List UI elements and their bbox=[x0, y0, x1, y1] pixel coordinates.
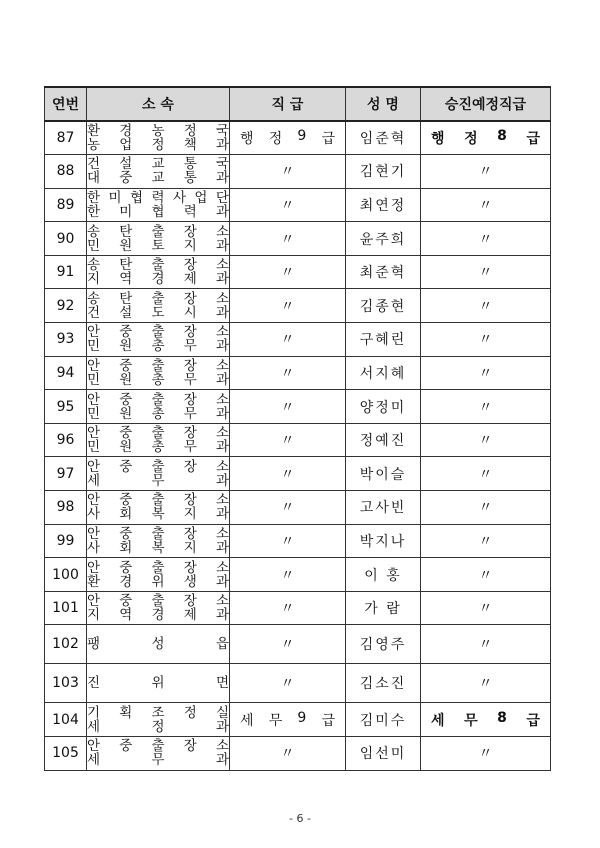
header-promo: 승진예정직급 bbox=[421, 87, 551, 121]
rank-cell: 〃 bbox=[230, 323, 346, 357]
promotion-rank-cell: 〃 bbox=[421, 289, 551, 323]
rank-cell bbox=[230, 703, 346, 737]
table-row bbox=[45, 222, 551, 256]
department-cell bbox=[87, 491, 230, 525]
rank-cell: 〃 bbox=[230, 457, 346, 491]
table-row bbox=[45, 664, 551, 703]
row-number: 93 bbox=[45, 323, 87, 357]
department-line: 안 중 출 장 소 bbox=[87, 738, 229, 755]
department-cell bbox=[87, 423, 230, 457]
department-cell bbox=[87, 737, 230, 771]
department-line: 지 역 경 제 과 bbox=[87, 607, 229, 624]
employee-name: 박지나 bbox=[346, 524, 421, 558]
promotion-rank-cell bbox=[421, 121, 551, 155]
department-line: 민 원 총 무 과 bbox=[87, 405, 229, 422]
department-line: 안 중 출 장 소 bbox=[87, 492, 229, 509]
row-number: 87 bbox=[45, 121, 87, 155]
employee-name: 최연정 bbox=[346, 188, 421, 222]
table-row bbox=[45, 188, 551, 222]
promotion-rank-cell: 〃 bbox=[421, 457, 551, 491]
promotion-rank-cell: 〃 bbox=[421, 222, 551, 256]
department-cell bbox=[87, 524, 230, 558]
department-line: 송 탄 출 장 소 bbox=[87, 257, 229, 274]
rank-cell: 〃 bbox=[230, 222, 346, 256]
department-cell bbox=[87, 323, 230, 357]
table-row bbox=[45, 524, 551, 558]
table-row bbox=[45, 625, 551, 664]
department-line: 세 정 과 bbox=[87, 718, 229, 735]
employee-name: 윤주희 bbox=[346, 222, 421, 256]
department-line: 기 획 조 정 실 bbox=[87, 704, 229, 721]
promotion-rank-cell: 〃 bbox=[421, 558, 551, 592]
promotion-rank-cell: 〃 bbox=[421, 423, 551, 457]
table-row bbox=[45, 457, 551, 491]
promotion-rank-text: 세 무 8 급 bbox=[431, 709, 540, 729]
table-row bbox=[45, 703, 551, 737]
department-line: 안 중 출 장 소 bbox=[87, 425, 229, 442]
table-row bbox=[45, 423, 551, 457]
rank-cell: 〃 bbox=[230, 558, 346, 592]
employee-name: 최준혁 bbox=[346, 255, 421, 289]
rank-cell: 〃 bbox=[230, 390, 346, 424]
rank-cell: 〃 bbox=[230, 524, 346, 558]
department-cell bbox=[87, 390, 230, 424]
department-line: 한 미 협 력 과 bbox=[87, 203, 229, 220]
employee-name: 임준혁 bbox=[346, 121, 421, 155]
row-number: 96 bbox=[45, 423, 87, 457]
row-number: 94 bbox=[45, 356, 87, 390]
employee-name: 구혜린 bbox=[346, 323, 421, 357]
employee-name: 가 람 bbox=[346, 591, 421, 625]
row-number: 98 bbox=[45, 491, 87, 525]
department-line: 지 역 경 제 과 bbox=[87, 271, 229, 288]
department-line: 민 원 총 무 과 bbox=[87, 371, 229, 388]
department-line: 농 업 정 책 과 bbox=[87, 137, 229, 154]
department-line: 안 중 출 장 소 bbox=[87, 324, 229, 341]
department-cell bbox=[87, 155, 230, 189]
rank-cell: 〃 bbox=[230, 423, 346, 457]
department-line: 세 무 과 bbox=[87, 472, 229, 489]
promotion-rank-text: 행 정 8 급 bbox=[431, 128, 540, 148]
row-number: 104 bbox=[45, 703, 87, 737]
department-cell bbox=[87, 255, 230, 289]
promotion-rank-cell: 〃 bbox=[421, 491, 551, 525]
promotion-rank-cell: 〃 bbox=[421, 524, 551, 558]
employee-name: 정예진 bbox=[346, 423, 421, 457]
table-row bbox=[45, 491, 551, 525]
table-row bbox=[45, 356, 551, 390]
promotion-rank-cell: 〃 bbox=[421, 356, 551, 390]
employee-name: 이 홍 bbox=[346, 558, 421, 592]
employee-name: 고사빈 bbox=[346, 491, 421, 525]
department-cell bbox=[87, 664, 230, 703]
rank-cell: 〃 bbox=[230, 591, 346, 625]
department-line: 안 중 출 장 소 bbox=[87, 593, 229, 610]
department-cell bbox=[87, 222, 230, 256]
rank-text: 행 정 9 급 bbox=[240, 128, 335, 148]
employee-name: 박이슬 bbox=[346, 457, 421, 491]
promotion-rank-cell: 〃 bbox=[421, 323, 551, 357]
rank-cell: 〃 bbox=[230, 491, 346, 525]
promotion-rank-cell: 〃 bbox=[421, 188, 551, 222]
department-cell bbox=[87, 558, 230, 592]
employee-name: 김영주 bbox=[346, 625, 421, 664]
department-line: 민 원 총 무 과 bbox=[87, 439, 229, 456]
table-body bbox=[45, 121, 551, 770]
employee-name: 김미수 bbox=[346, 703, 421, 737]
department-line: 송 탄 출 장 소 bbox=[87, 290, 229, 307]
department-line: 안 중 출 장 소 bbox=[87, 458, 229, 475]
department-line: 사 회 복 지 과 bbox=[87, 539, 229, 556]
table-row bbox=[45, 558, 551, 592]
table-row bbox=[45, 255, 551, 289]
rank-cell: 〃 bbox=[230, 356, 346, 390]
department-line: 진 위 면 bbox=[87, 675, 229, 692]
table-row bbox=[45, 155, 551, 189]
header-rank: 직 급 bbox=[230, 87, 346, 121]
table-row bbox=[45, 323, 551, 357]
department-line: 안 중 출 장 소 bbox=[87, 391, 229, 408]
department-line: 건 설 교 통 국 bbox=[87, 156, 229, 173]
rank-cell: 〃 bbox=[230, 737, 346, 771]
row-number: 99 bbox=[45, 524, 87, 558]
header-row bbox=[45, 87, 551, 121]
department-cell bbox=[87, 457, 230, 491]
promotion-rank-cell: 〃 bbox=[421, 591, 551, 625]
department-line: 환 경 위 생 과 bbox=[87, 573, 229, 590]
rank-cell: 〃 bbox=[230, 188, 346, 222]
row-number: 90 bbox=[45, 222, 87, 256]
table-row bbox=[45, 121, 551, 155]
rank-cell: 〃 bbox=[230, 664, 346, 703]
promotion-rank-cell: 〃 bbox=[421, 390, 551, 424]
department-cell bbox=[87, 121, 230, 155]
promotion-rank-cell: 〃 bbox=[421, 664, 551, 703]
promotion-rank-cell: 〃 bbox=[421, 625, 551, 664]
employee-name: 김종현 bbox=[346, 289, 421, 323]
table-row bbox=[45, 289, 551, 323]
header-no: 연번 bbox=[45, 87, 87, 121]
row-number: 100 bbox=[45, 558, 87, 592]
department-cell bbox=[87, 625, 230, 664]
department-line: 민 원 총 무 과 bbox=[87, 338, 229, 355]
rank-text: 세 무 9 급 bbox=[240, 709, 335, 729]
department-cell bbox=[87, 591, 230, 625]
table-row bbox=[45, 390, 551, 424]
row-number: 88 bbox=[45, 155, 87, 189]
table-row bbox=[45, 737, 551, 771]
rank-cell: 〃 bbox=[230, 289, 346, 323]
header-dept: 소 속 bbox=[87, 87, 230, 121]
department-line: 세 무 과 bbox=[87, 752, 229, 769]
row-number: 105 bbox=[45, 737, 87, 771]
department-line: 한 미 협 력 사 업 단 bbox=[87, 189, 229, 206]
promotion-rank-cell bbox=[421, 703, 551, 737]
rank-cell: 〃 bbox=[230, 255, 346, 289]
department-line: 건 설 도 시 과 bbox=[87, 304, 229, 321]
department-line: 환 경 농 정 국 bbox=[87, 123, 229, 140]
department-cell bbox=[87, 356, 230, 390]
department-line: 사 회 복 지 과 bbox=[87, 506, 229, 523]
department-line: 민 원 토 지 과 bbox=[87, 237, 229, 254]
promotion-rank-cell: 〃 bbox=[421, 155, 551, 189]
employee-name: 김소진 bbox=[346, 664, 421, 703]
department-line: 안 중 출 장 소 bbox=[87, 357, 229, 374]
rank-cell bbox=[230, 121, 346, 155]
department-cell bbox=[87, 289, 230, 323]
rank-cell: 〃 bbox=[230, 155, 346, 189]
department-cell bbox=[87, 188, 230, 222]
row-number: 97 bbox=[45, 457, 87, 491]
row-number: 101 bbox=[45, 591, 87, 625]
department-line: 안 중 출 장 소 bbox=[87, 525, 229, 542]
row-number: 102 bbox=[45, 625, 87, 664]
row-number: 92 bbox=[45, 289, 87, 323]
row-number: 91 bbox=[45, 255, 87, 289]
row-number: 95 bbox=[45, 390, 87, 424]
promotion-table bbox=[44, 86, 551, 771]
department-line: 안 중 출 장 소 bbox=[87, 559, 229, 576]
header-name: 성 명 bbox=[346, 87, 421, 121]
department-line: 송 탄 출 장 소 bbox=[87, 223, 229, 240]
department-line: 팽 성 읍 bbox=[87, 636, 229, 653]
table-row bbox=[45, 591, 551, 625]
promotion-rank-cell: 〃 bbox=[421, 255, 551, 289]
employee-name: 임선미 bbox=[346, 737, 421, 771]
rank-cell: 〃 bbox=[230, 625, 346, 664]
department-line: 대 중 교 통 과 bbox=[87, 170, 229, 187]
page-number: - 6 - bbox=[289, 812, 311, 825]
row-number: 89 bbox=[45, 188, 87, 222]
row-number: 103 bbox=[45, 664, 87, 703]
department-cell bbox=[87, 703, 230, 737]
employee-name: 김현기 bbox=[346, 155, 421, 189]
employee-name: 양정미 bbox=[346, 390, 421, 424]
promotion-rank-cell: 〃 bbox=[421, 737, 551, 771]
employee-name: 서지혜 bbox=[346, 356, 421, 390]
